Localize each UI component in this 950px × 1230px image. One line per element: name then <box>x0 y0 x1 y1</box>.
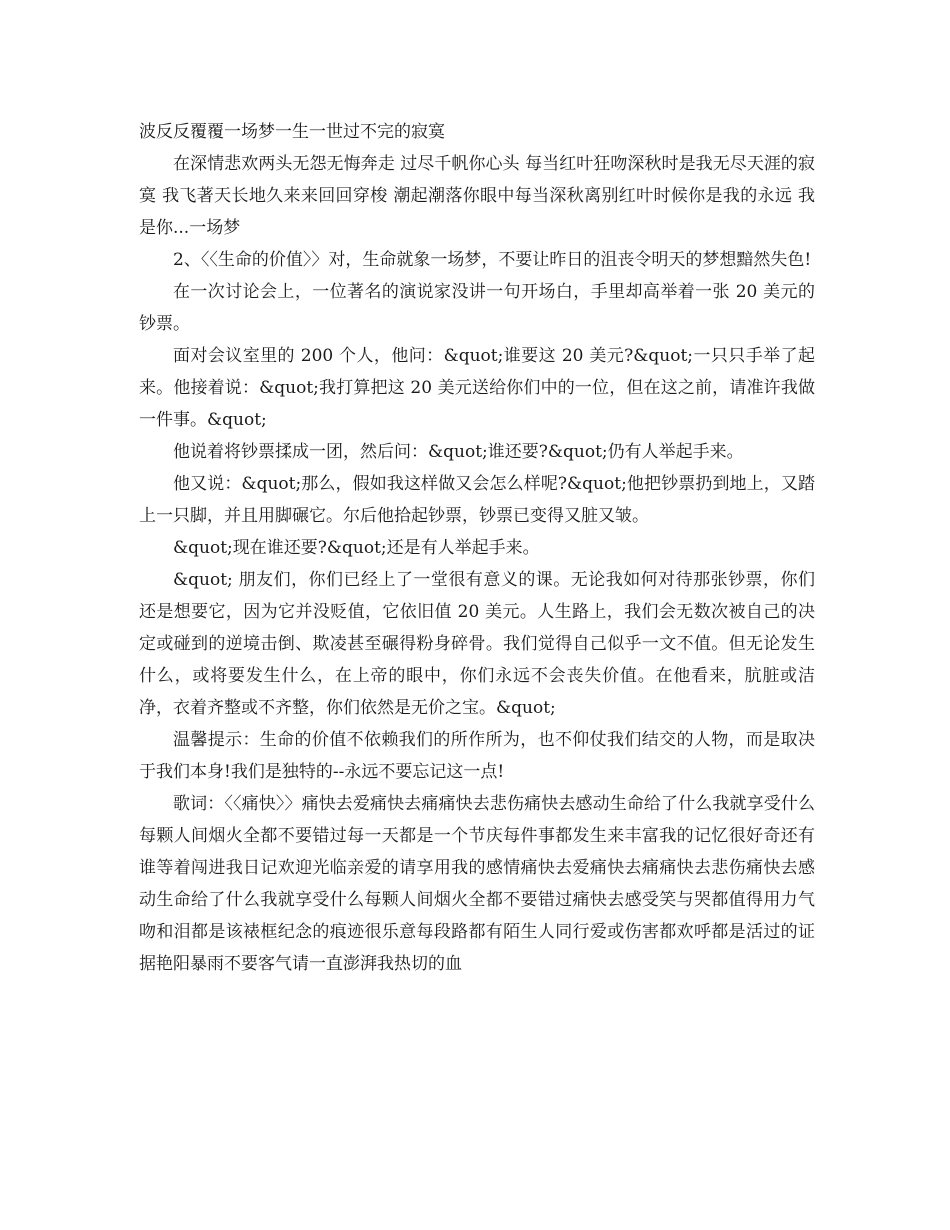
paragraph-story-still-want: &quot;现在谁还要?&quot;还是有人举起手来。 <box>173 538 540 558</box>
paragraph-lyric: 在深情悲欢两头无怨无悔奔走 过尽千帆你心头 每当红叶狂吻深秋时是我无尽天涯的寂寞 我飞著天长地久来来回回穿梭 潮起潮落你眼中每当深秋离别红叶时候你是我的永远 我是你...一场梦 <box>139 154 815 238</box>
paragraph-story-crumple: 他说着将钞票揉成一团，然后问：&quot;谁还要?&quot;仍有人举起手来。 <box>173 442 744 462</box>
paragraph-story-question: 面对会议室里的 200 个人，他问：&quot;谁要这 20 美元?&quot;一只只手举了起来。他接着说：&quot;我打算把这 20 美元送给你们中的一位，但在这之前，请准许我做一件事。&quot; <box>139 346 815 430</box>
paragraph-story-lesson: &quot; 朋友们，你们已经上了一堂很有意义的课。无论我如何对待那张钞票，你们还是想要它，因为它并没贬值，它依旧值 20 美元。人生路上，我们会无数次被自己的决定或碰到的逆境击倒、欺凌甚至碾得粉身碎骨。我们觉得自己似乎一文不值。但无论发生什么，或将要发生什么，在上帝的眼中，你们永远不会丧失价值。在他看来，肮脏或洁净，衣着齐整或不齐整，你们依然是无价之宝。&quot; <box>139 570 815 718</box>
paragraph-heading-value-of-life: 2、〈〈生命的价值〉〉对，生命就象一场梦，不要让昨日的沮丧令明天的梦想黯然失色! <box>173 250 812 270</box>
paragraph-song-lyrics: 歌词：〈〈痛快〉〉痛快去爱痛快去痛痛快去悲伤痛快去感动生命给了什么我就享受什么每颗人间烟火全都不要错过每一天都是一个节庆每件事都发生来丰富我的记忆很好奇还有谁等着闯进我日记欢迎光临亲爱的请享用我的感情痛快去爱痛快去痛痛快去悲伤痛快去感动生命给了什么我就享受什么每颗人间烟火全都不要错过痛快去感受笑与哭都值得用力气吻和泪都是该裱框纪念的痕迹很乐意每段路都有陌生人同行爱或伤害都欢呼都是活过的证据艳阳暴雨不要客气请一直澎湃我热切的血 <box>139 794 815 974</box>
paragraph-tip: 温馨提示：生命的价值不依赖我们的所作所为，也不仰仗我们结交的人物，而是取决于我们本身!我们是独特的--永远不要忘记这一点! <box>139 730 815 782</box>
paragraph-lyric-tail: 波反反覆覆一场梦一生一世过不完的寂寞 <box>139 122 445 142</box>
paragraph-story-stomp: 他又说：&quot;那么，假如我这样做又会怎么样呢?&quot;他把钞票扔到地上，又踏上一只脚，并且用脚碾它。尔后他拾起钞票，钞票已变得又脏又皱。 <box>139 474 815 526</box>
paragraph-story-intro: 在一次讨论会上，一位著名的演说家没讲一句开场白，手里却高举着一张 20 美元的钞票。 <box>139 282 815 334</box>
document-body <box>139 116 815 980</box>
